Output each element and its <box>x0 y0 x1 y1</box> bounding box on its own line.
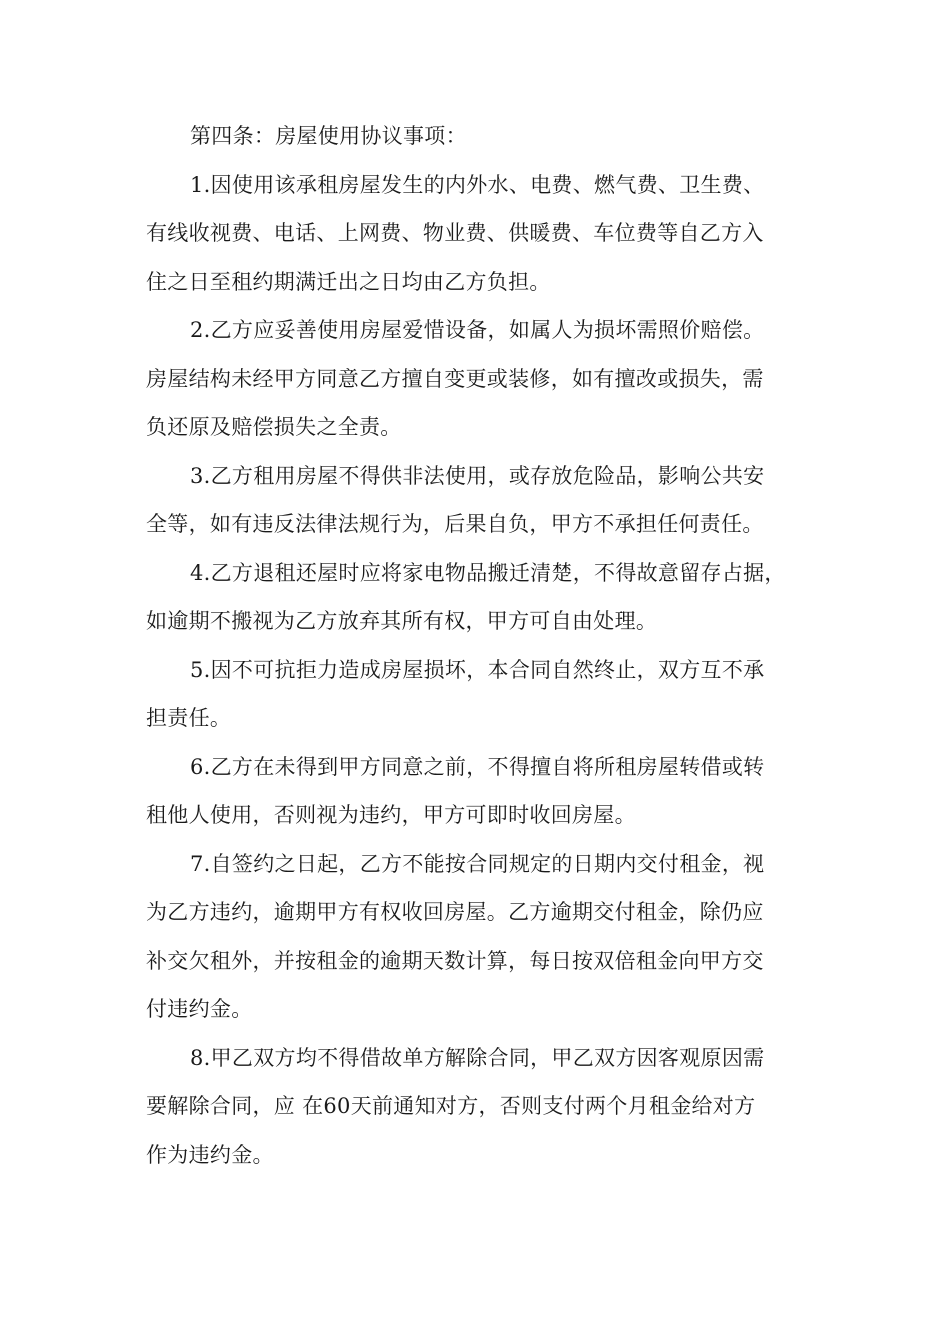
text-line: 1.因使用该承租房屋发生的内外水、电费、燃气费、卫生费、 <box>190 172 765 197</box>
text-line: 补交欠租外，并按租金的逾期天数计算，每日按双倍租金向甲方交 <box>146 948 764 973</box>
text-line: 4.乙方退租还屋时应将家电物品搬迁清楚，不得故意留存占据， <box>190 560 786 585</box>
text-line: 房屋结构未经甲方同意乙方擅自变更或装修，如有擅改或损失，需 <box>146 366 764 391</box>
text-line: 负还原及赔偿损失之全责。 <box>146 415 402 439</box>
section-heading: 第四条：房屋使用协议事项： <box>190 124 467 148</box>
text-line: 3.乙方租用房屋不得供非法使用，或存放危险品，影响公共安 <box>190 463 765 488</box>
text-line: 为乙方违约，逾期甲方有权收回房屋。乙方逾期交付租金，除仍应 <box>146 900 764 924</box>
text-line: 租他人使用，否则视为违约，甲方可即时收回房屋。 <box>146 803 636 827</box>
text-line: 如逾期不搬视为乙方放弃其所有权，甲方可自由处理。 <box>146 609 658 633</box>
text-line: 担责任。 <box>146 706 232 730</box>
text-line: 要解除合同，应 在60天前通知对方，否则支付两个月租金给对方 <box>146 1094 756 1118</box>
text-line: 2.乙方应妥善使用房屋爱惜设备，如属人为损坏需照价赔偿。 <box>190 318 765 342</box>
text-line: 作为违约金。 <box>146 1142 274 1167</box>
text-line: 全等，如有违反法律法规行为，后果自负，甲方不承担任何责任。 <box>146 512 764 536</box>
text-line: 有线收视费、电话、上网费、物业费、供暖费、车位费等自乙方入 <box>146 221 764 245</box>
text-line: 5.因不可抗拒力造成房屋损坏，本合同自然终止，双方互不承 <box>190 657 765 682</box>
document-body <box>146 112 806 1179</box>
text-line: 付违约金。 <box>146 997 253 1021</box>
text-line: 7.自签约之日起，乙方不能按合同规定的日期内交付租金，视 <box>190 851 765 876</box>
text-line: 8.甲乙双方均不得借故单方解除合同，甲乙双方因客观原因需 <box>190 1045 765 1070</box>
text-line: 住之日至租约期满迁出之日均由乙方负担。 <box>146 269 551 294</box>
clause-lines <box>146 161 806 1180</box>
text-line: 6.乙方在未得到甲方同意之前，不得擅自将所租房屋转借或转 <box>190 754 765 779</box>
